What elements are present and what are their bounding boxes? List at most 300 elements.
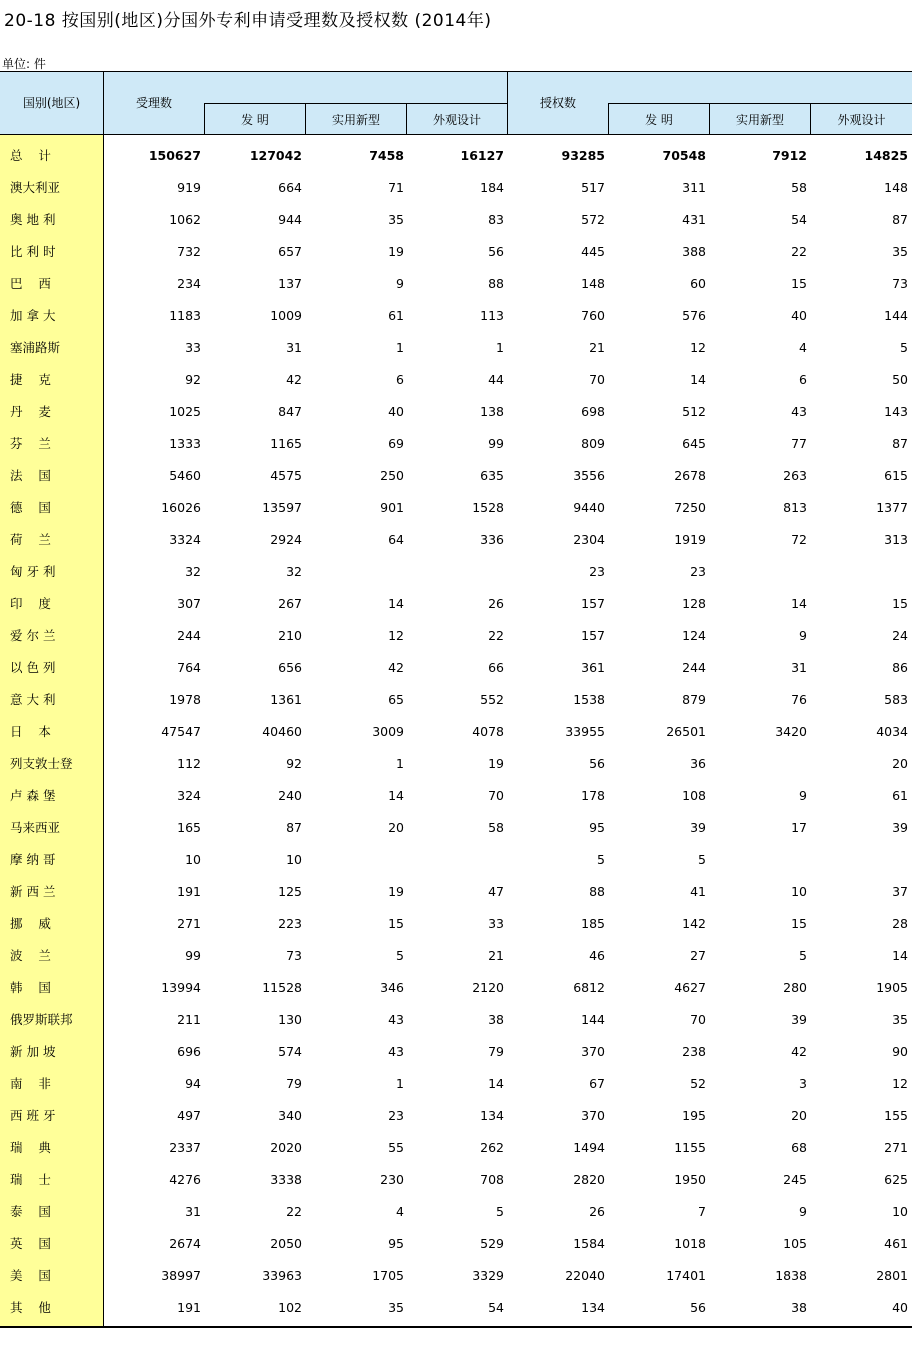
value-cell: 1 — [396, 756, 404, 771]
value-cell: 244 — [682, 660, 706, 675]
value-cell: 708 — [480, 1172, 504, 1187]
table-row — [0, 364, 912, 396]
value-cell: 43 — [791, 404, 807, 419]
value-cell: 280 — [783, 980, 807, 995]
value-cell: 88 — [589, 884, 605, 899]
value-cell: 901 — [380, 500, 404, 515]
value-cell: 68 — [791, 1140, 807, 1155]
value-cell: 1025 — [169, 404, 201, 419]
value-cell: 698 — [581, 404, 605, 419]
value-cell: 31 — [185, 1204, 201, 1219]
table-row — [0, 716, 912, 748]
value-cell: 1 — [396, 1076, 404, 1091]
value-cell: 191 — [177, 1300, 201, 1315]
value-cell: 155 — [884, 1108, 908, 1123]
value-cell: 5 — [799, 948, 807, 963]
value-cell: 3556 — [573, 468, 605, 483]
value-cell: 2120 — [472, 980, 504, 995]
table-row — [0, 1196, 912, 1228]
value-cell: 22 — [791, 244, 807, 259]
value-cell: 43 — [388, 1012, 404, 1027]
value-cell: 69 — [388, 436, 404, 451]
value-cell: 4627 — [674, 980, 706, 995]
value-cell: 7 — [698, 1204, 706, 1219]
value-cell: 71 — [388, 180, 404, 195]
value-cell: 184 — [480, 180, 504, 195]
value-cell: 9 — [799, 788, 807, 803]
value-cell: 517 — [581, 180, 605, 195]
value-cell: 79 — [286, 1076, 302, 1091]
country-name: 俄罗斯联邦 — [10, 1012, 73, 1027]
value-cell: 12 — [892, 1076, 908, 1091]
value-cell: 2820 — [573, 1172, 605, 1187]
country-name: 挪 威 — [10, 916, 51, 931]
value-cell: 583 — [884, 692, 908, 707]
value-cell: 445 — [581, 244, 605, 259]
value-cell: 615 — [884, 468, 908, 483]
value-cell: 14 — [488, 1076, 504, 1091]
value-cell: 105 — [783, 1236, 807, 1251]
country-name: 芬 兰 — [10, 436, 51, 451]
value-cell: 35 — [388, 1300, 404, 1315]
value-cell: 210 — [278, 628, 302, 643]
value-cell: 15 — [791, 276, 807, 291]
table-row — [0, 1164, 912, 1196]
table-row — [0, 556, 912, 588]
header-applications: 受理数 — [135, 96, 172, 110]
table-row — [0, 300, 912, 332]
value-cell: 99 — [185, 948, 201, 963]
value-cell: 134 — [480, 1108, 504, 1123]
country-name: 爱 尔 兰 — [10, 628, 56, 643]
value-cell: 22 — [488, 628, 504, 643]
value-cell: 764 — [177, 660, 201, 675]
value-cell: 70 — [690, 1012, 706, 1027]
country-name: 丹 麦 — [10, 404, 51, 419]
value-cell: 760 — [581, 308, 605, 323]
value-cell: 14 — [690, 372, 706, 387]
value-cell: 1377 — [876, 500, 908, 515]
value-cell: 13994 — [161, 980, 201, 995]
value-cell: 20 — [791, 1108, 807, 1123]
value-cell: 271 — [884, 1140, 908, 1155]
value-cell: 44 — [488, 372, 504, 387]
value-cell: 5 — [396, 948, 404, 963]
value-cell: 14 — [892, 948, 908, 963]
table-row — [0, 684, 912, 716]
value-cell: 17401 — [666, 1268, 706, 1283]
table-row — [0, 268, 912, 300]
value-cell: 21 — [488, 948, 504, 963]
value-cell: 696 — [177, 1044, 201, 1059]
table-row — [0, 748, 912, 780]
table-row — [0, 236, 912, 268]
country-name: 瑞 士 — [10, 1172, 51, 1187]
value-cell: 35 — [892, 244, 908, 259]
value-cell: 90 — [892, 1044, 908, 1059]
patent-table — [0, 71, 912, 1315]
value-cell: 2801 — [876, 1268, 908, 1283]
value-cell: 250 — [380, 468, 404, 483]
value-cell: 16127 — [460, 148, 504, 163]
value-cell: 33963 — [262, 1268, 302, 1283]
value-cell: 26 — [488, 596, 504, 611]
value-cell: 4 — [799, 340, 807, 355]
value-cell: 3 — [799, 1076, 807, 1091]
value-cell: 21 — [589, 340, 605, 355]
total-row — [0, 140, 912, 172]
table-bottom-border — [0, 1326, 912, 1328]
value-cell: 1528 — [472, 500, 504, 515]
value-cell: 143 — [884, 404, 908, 419]
value-cell: 10 — [791, 884, 807, 899]
country-name: 马来西亚 — [10, 820, 61, 835]
country-name: 以 色 列 — [10, 660, 56, 675]
table-row — [0, 908, 912, 940]
value-cell: 1009 — [270, 308, 302, 323]
value-cell: 370 — [581, 1044, 605, 1059]
value-cell: 56 — [589, 756, 605, 771]
value-cell: 112 — [177, 756, 201, 771]
value-cell: 77 — [791, 436, 807, 451]
value-cell: 23 — [388, 1108, 404, 1123]
value-cell: 22 — [286, 1204, 302, 1219]
value-cell: 40 — [388, 404, 404, 419]
table-row — [0, 204, 912, 236]
value-cell: 4276 — [169, 1172, 201, 1187]
table-row — [0, 396, 912, 428]
value-cell: 144 — [581, 1012, 605, 1027]
value-cell: 14 — [388, 788, 404, 803]
value-cell: 191 — [177, 884, 201, 899]
value-cell: 4575 — [270, 468, 302, 483]
value-cell: 150627 — [148, 148, 201, 163]
country-name: 摩 纳 哥 — [10, 852, 56, 867]
value-cell: 1838 — [775, 1268, 807, 1283]
value-cell: 5460 — [169, 468, 201, 483]
value-cell: 1333 — [169, 436, 201, 451]
value-cell: 234 — [177, 276, 201, 291]
value-cell: 2674 — [169, 1236, 201, 1251]
value-cell: 4 — [396, 1204, 404, 1219]
value-cell: 370 — [581, 1108, 605, 1123]
header-app-design: 外观设计 — [432, 113, 481, 127]
value-cell: 9440 — [573, 500, 605, 515]
value-cell: 93285 — [561, 148, 605, 163]
value-cell: 134 — [581, 1300, 605, 1315]
value-cell: 7250 — [674, 500, 706, 515]
value-cell: 5 — [597, 852, 605, 867]
value-cell: 512 — [682, 404, 706, 419]
value-cell: 388 — [682, 244, 706, 259]
value-cell: 31 — [286, 340, 302, 355]
value-cell: 127042 — [249, 148, 302, 163]
value-cell: 39 — [690, 820, 706, 835]
value-cell: 41 — [690, 884, 706, 899]
value-cell: 73 — [892, 276, 908, 291]
value-cell: 94 — [185, 1076, 201, 1091]
value-cell: 157 — [581, 628, 605, 643]
value-cell: 95 — [589, 820, 605, 835]
value-cell: 67 — [589, 1076, 605, 1091]
table-row — [0, 1068, 912, 1100]
value-cell: 52 — [690, 1076, 706, 1091]
value-cell: 88 — [488, 276, 504, 291]
country-name: 日 本 — [10, 724, 51, 739]
country-name: 新 西 兰 — [10, 884, 56, 899]
value-cell: 6812 — [573, 980, 605, 995]
value-cell: 17 — [791, 820, 807, 835]
country-name: 波 兰 — [10, 948, 51, 963]
value-cell: 10 — [286, 852, 302, 867]
value-cell: 271 — [177, 916, 201, 931]
value-cell: 944 — [278, 212, 302, 227]
value-cell: 24 — [892, 628, 908, 643]
value-cell: 2020 — [270, 1140, 302, 1155]
value-cell: 20 — [892, 756, 908, 771]
value-cell: 9 — [396, 276, 404, 291]
value-cell: 1538 — [573, 692, 605, 707]
value-cell: 4034 — [876, 724, 908, 739]
value-cell: 35 — [892, 1012, 908, 1027]
unit-label: 单位: 件 — [2, 57, 46, 71]
value-cell: 65 — [388, 692, 404, 707]
table-row — [0, 1260, 912, 1292]
value-cell: 50 — [892, 372, 908, 387]
value-cell: 919 — [177, 180, 201, 195]
value-cell: 9 — [799, 1204, 807, 1219]
table-row — [0, 972, 912, 1004]
value-cell: 847 — [278, 404, 302, 419]
header-app-utility: 实用新型 — [331, 113, 380, 127]
value-cell: 19 — [388, 244, 404, 259]
table-row — [0, 780, 912, 812]
value-cell: 61 — [892, 788, 908, 803]
value-cell: 645 — [682, 436, 706, 451]
country-name: 匈 牙 利 — [10, 564, 56, 579]
table-row — [0, 1036, 912, 1068]
table-row — [0, 428, 912, 460]
value-cell: 361 — [581, 660, 605, 675]
value-cell: 19 — [488, 756, 504, 771]
value-cell: 142 — [682, 916, 706, 931]
value-cell: 43 — [388, 1044, 404, 1059]
value-cell: 10 — [892, 1204, 908, 1219]
value-cell: 14825 — [864, 148, 908, 163]
value-cell: 33 — [488, 916, 504, 931]
value-cell: 311 — [682, 180, 706, 195]
value-cell: 54 — [488, 1300, 504, 1315]
value-cell: 13597 — [262, 500, 302, 515]
value-cell: 1584 — [573, 1236, 605, 1251]
value-cell: 130 — [278, 1012, 302, 1027]
value-cell: 144 — [884, 308, 908, 323]
value-cell: 32 — [286, 564, 302, 579]
value-cell: 245 — [783, 1172, 807, 1187]
value-cell: 19 — [388, 884, 404, 899]
value-cell: 879 — [682, 692, 706, 707]
value-cell: 83 — [488, 212, 504, 227]
table-row — [0, 524, 912, 556]
value-cell: 33 — [185, 340, 201, 355]
value-cell: 211 — [177, 1012, 201, 1027]
value-cell: 1705 — [372, 1268, 404, 1283]
value-cell: 128 — [682, 596, 706, 611]
value-cell: 42 — [388, 660, 404, 675]
value-cell: 58 — [791, 180, 807, 195]
value-cell: 2678 — [674, 468, 706, 483]
value-cell: 529 — [480, 1236, 504, 1251]
value-cell: 2924 — [270, 532, 302, 547]
value-cell: 42 — [286, 372, 302, 387]
value-cell: 574 — [278, 1044, 302, 1059]
country-name: 奥 地 利 — [10, 212, 56, 227]
value-cell: 66 — [488, 660, 504, 675]
value-cell: 54 — [791, 212, 807, 227]
value-cell: 56 — [690, 1300, 706, 1315]
value-cell: 5 — [496, 1204, 504, 1219]
value-cell: 5 — [900, 340, 908, 355]
header-app-invention: 发 明 — [241, 113, 269, 127]
value-cell: 10 — [185, 852, 201, 867]
value-cell: 70 — [488, 788, 504, 803]
value-cell: 22040 — [565, 1268, 605, 1283]
table-row — [0, 844, 912, 876]
value-cell: 27 — [690, 948, 706, 963]
table-row — [0, 332, 912, 364]
value-cell: 195 — [682, 1108, 706, 1123]
value-cell: 178 — [581, 788, 605, 803]
value-cell: 137 — [278, 276, 302, 291]
value-cell: 125 — [278, 884, 302, 899]
value-cell: 1494 — [573, 1140, 605, 1155]
table-header — [0, 71, 912, 135]
value-cell: 87 — [286, 820, 302, 835]
value-cell: 3324 — [169, 532, 201, 547]
table-row — [0, 1004, 912, 1036]
value-cell: 657 — [278, 244, 302, 259]
value-cell: 262 — [480, 1140, 504, 1155]
value-cell: 11528 — [262, 980, 302, 995]
header-grant-invention: 发 明 — [645, 113, 673, 127]
value-cell: 70 — [589, 372, 605, 387]
value-cell: 73 — [286, 948, 302, 963]
value-cell: 307 — [177, 596, 201, 611]
value-cell: 108 — [682, 788, 706, 803]
value-cell: 47 — [488, 884, 504, 899]
table-row — [0, 492, 912, 524]
value-cell: 26 — [589, 1204, 605, 1219]
value-cell: 39 — [791, 1012, 807, 1027]
header-grants: 授权数 — [539, 96, 576, 110]
value-cell: 40 — [791, 308, 807, 323]
value-cell: 732 — [177, 244, 201, 259]
country-name: 法 国 — [10, 468, 51, 483]
country-name: 德 国 — [10, 500, 51, 515]
value-cell: 38997 — [161, 1268, 201, 1283]
country-name: 意 大 利 — [10, 692, 56, 707]
table-row — [0, 172, 912, 204]
value-cell: 1905 — [876, 980, 908, 995]
value-cell: 23 — [589, 564, 605, 579]
value-cell: 148 — [581, 276, 605, 291]
country-name: 澳大利亚 — [10, 180, 61, 195]
value-cell: 87 — [892, 212, 908, 227]
value-cell: 267 — [278, 596, 302, 611]
value-cell: 1 — [496, 340, 504, 355]
table-row — [0, 652, 912, 684]
value-cell: 809 — [581, 436, 605, 451]
value-cell: 3420 — [775, 724, 807, 739]
value-cell: 72 — [791, 532, 807, 547]
value-cell: 148 — [884, 180, 908, 195]
value-cell: 7912 — [772, 148, 807, 163]
header-grant-utility: 实用新型 — [735, 113, 784, 127]
value-cell: 625 — [884, 1172, 908, 1187]
value-cell: 16026 — [161, 500, 201, 515]
value-cell: 572 — [581, 212, 605, 227]
value-cell: 31 — [791, 660, 807, 675]
value-cell: 1155 — [674, 1140, 706, 1155]
value-cell: 37 — [892, 884, 908, 899]
value-cell: 40460 — [262, 724, 302, 739]
value-cell: 157 — [581, 596, 605, 611]
value-cell: 12 — [388, 628, 404, 643]
country-name: 捷 克 — [10, 372, 51, 387]
value-cell: 86 — [892, 660, 908, 675]
value-cell: 26501 — [666, 724, 706, 739]
value-cell: 76 — [791, 692, 807, 707]
country-name: 韩 国 — [10, 980, 51, 995]
value-cell: 12 — [690, 340, 706, 355]
value-cell: 263 — [783, 468, 807, 483]
value-cell: 95 — [388, 1236, 404, 1251]
country-name: 泰 国 — [10, 1204, 51, 1219]
value-cell: 3329 — [472, 1268, 504, 1283]
table-row — [0, 588, 912, 620]
value-cell: 39 — [892, 820, 908, 835]
value-cell: 58 — [488, 820, 504, 835]
country-name: 荷 兰 — [10, 532, 51, 547]
value-cell: 1018 — [674, 1236, 706, 1251]
value-cell: 124 — [682, 628, 706, 643]
value-cell: 99 — [488, 436, 504, 451]
value-cell: 15 — [388, 916, 404, 931]
country-name: 美 国 — [10, 1268, 51, 1283]
value-cell: 32 — [185, 564, 201, 579]
country-name: 其 他 — [10, 1300, 51, 1315]
value-cell: 6 — [396, 372, 404, 387]
value-cell: 14 — [791, 596, 807, 611]
country-name: 西 班 牙 — [10, 1108, 56, 1123]
value-cell: 185 — [581, 916, 605, 931]
country-name: 瑞 典 — [10, 1140, 51, 1155]
value-cell: 28 — [892, 916, 908, 931]
value-cell: 33955 — [565, 724, 605, 739]
value-cell: 102 — [278, 1300, 302, 1315]
value-cell: 6 — [799, 372, 807, 387]
country-name: 塞浦路斯 — [10, 340, 61, 355]
value-cell: 3009 — [372, 724, 404, 739]
country-name: 巴 西 — [10, 276, 51, 291]
value-cell: 1950 — [674, 1172, 706, 1187]
value-cell: 92 — [185, 372, 201, 387]
value-cell: 1183 — [169, 308, 201, 323]
value-cell: 23 — [690, 564, 706, 579]
header-country: 国别(地区) — [22, 96, 81, 110]
value-cell: 238 — [682, 1044, 706, 1059]
value-cell: 47547 — [161, 724, 201, 739]
